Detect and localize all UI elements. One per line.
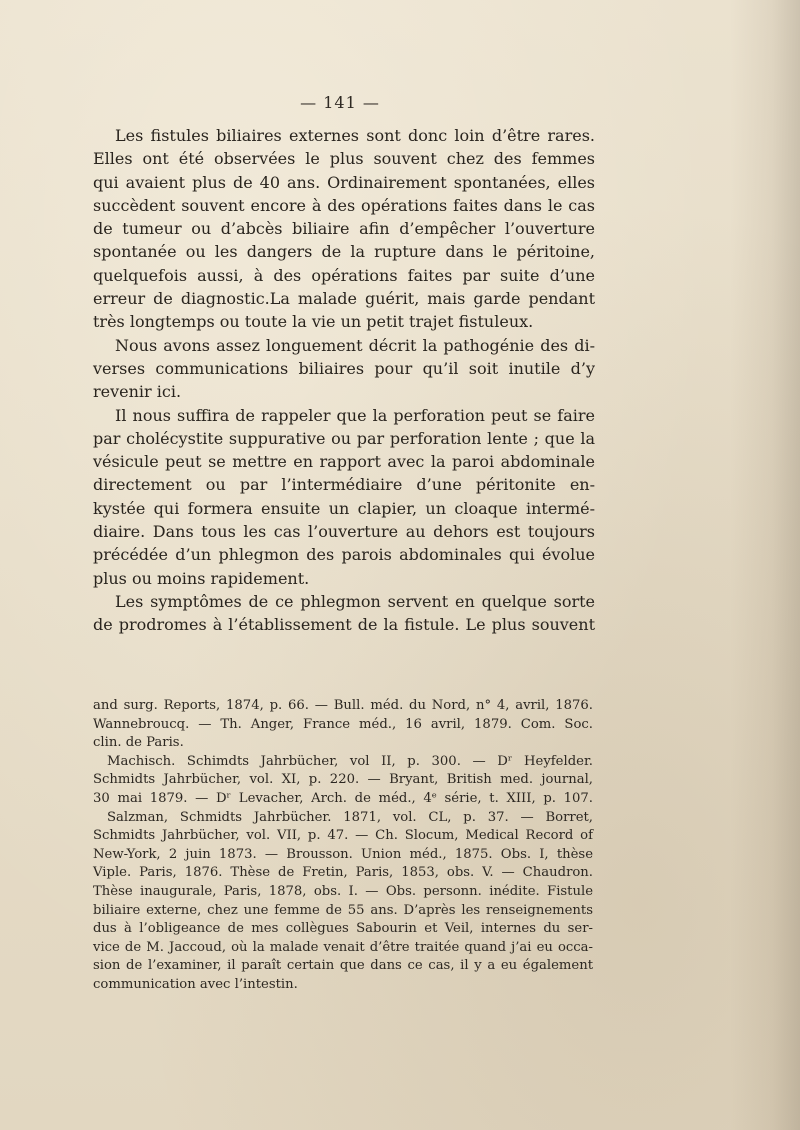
footnote-line: Schmidts Jahrbücher, vol. XI, p. 220. — Bryant, British med. journal,	[93, 772, 593, 788]
text-line: erreur de diagnostic.La malade guérit, mais garde pendant	[93, 289, 595, 309]
footnote-line: dus à l’obligeance de mes collègues Sabourin et Veil, internes du ser-	[93, 921, 593, 937]
text-line: revenir ici.	[93, 382, 182, 402]
text-line: directement ou par l’intermédiaire d’une péritonite en-	[93, 475, 595, 495]
text-line: Les symptômes de ce phlegmon servent en quelque sorte	[115, 591, 595, 611]
main-text	[93, 124, 595, 637]
text-line: par cholécystite suppurative ou par perforation lente ; que la	[93, 428, 595, 448]
text-line: plus ou moins rapidement.	[93, 568, 310, 588]
footnote-line: Schmidts Jahrbücher, vol. VII, p. 47. — Ch. Slocum, Medical Record of	[93, 828, 593, 844]
text-line: quelquefois aussi, à des opérations faites par suite d’une	[93, 265, 595, 285]
footnote-line: communication avec l’intestin.	[93, 976, 298, 992]
text-line: vésicule peut se mettre en rapport avec la paroi abdominale	[93, 452, 595, 472]
footnote-line: Wannebroucq. — Th. Anger, France méd., 16 avril, 1879. Com. Soc.	[93, 716, 593, 732]
text-line: verses communications biliaires pour qu’il soit inutile d’y	[93, 358, 595, 378]
text-line: Nous avons assez longuement décrit la pathogénie des di-	[115, 335, 595, 355]
text-line: kystée qui formera ensuite un clapier, un cloaque intermé-	[93, 498, 595, 518]
text-line: précédée d’un phlegmon des parois abdominales qui évolue	[93, 545, 595, 565]
footnote-line: Viple. Paris, 1876. Thèse de Fretin, Paris, 1853, obs. V. — Chaudron.	[93, 865, 593, 881]
text-line: de tumeur ou d’abcès biliaire afin d’empêcher l’ouverture	[93, 219, 595, 239]
footnote-line: vice de M. Jaccoud, où la malade venait d’être traitée quand j’ai eu occa-	[93, 939, 593, 955]
footnote-line: New-York, 2 juin 1873. — Brousson. Union méd., 1875. Obs. I, thèse	[93, 846, 593, 862]
text-line: Il nous suffira de rappeler que la perforation peut se faire	[115, 405, 595, 425]
footnotes	[93, 697, 593, 995]
page-number: — 141 —	[300, 93, 380, 112]
footnote-line: 30 mai 1879. — Dʳ Levacher, Arch. de méd., 4ᵉ série, t. XIII, p. 107.	[93, 790, 593, 806]
page-edge-shadow	[730, 0, 800, 1130]
footnote-line: Machisch. Schimdts Jahrbücher, vol II, p. 300. — Dʳ Heyfelder.	[107, 753, 593, 769]
footnote-line: Salzman, Schmidts Jahrbücher. 1871, vol. CL, p. 37. — Borret,	[107, 809, 593, 825]
footnote-line: clin. de Paris.	[93, 735, 184, 751]
footnote-line: biliaire externe, chez une femme de 55 ans. D’après les renseignements	[93, 902, 593, 918]
text-line: spontanée ou les dangers de la rupture dans le péritoine,	[93, 242, 595, 262]
text-line: succèdent souvent encore à des opérations faites dans le cas	[93, 195, 595, 215]
text-line: de prodromes à l’établissement de la fistule. Le plus souvent	[93, 615, 595, 635]
text-line: Les fistules biliaires externes sont donc loin d’être rares.	[115, 126, 595, 145]
footnote-line: Thèse inaugurale, Paris, 1878, obs. I. — Obs. personn. inédite. Fistule	[93, 883, 593, 899]
footnote-line: sion de l’examiner, il paraît certain que dans ce cas, il y a eu également	[93, 958, 593, 974]
footnote-line: and surg. Reports, 1874, p. 66. — Bull. méd. du Nord, n° 4, avril, 1876.	[93, 698, 593, 713]
text-line: qui avaient plus de 40 ans. Ordinairement spontanées, elles	[93, 172, 595, 192]
text-line: diaire. Dans tous les cas l’ouverture au dehors est toujours	[93, 522, 595, 542]
text-line: Elles ont été observées le plus souvent chez des femmes	[93, 149, 595, 169]
text-line: très longtemps ou toute la vie un petit trajet fistuleux.	[93, 312, 534, 332]
